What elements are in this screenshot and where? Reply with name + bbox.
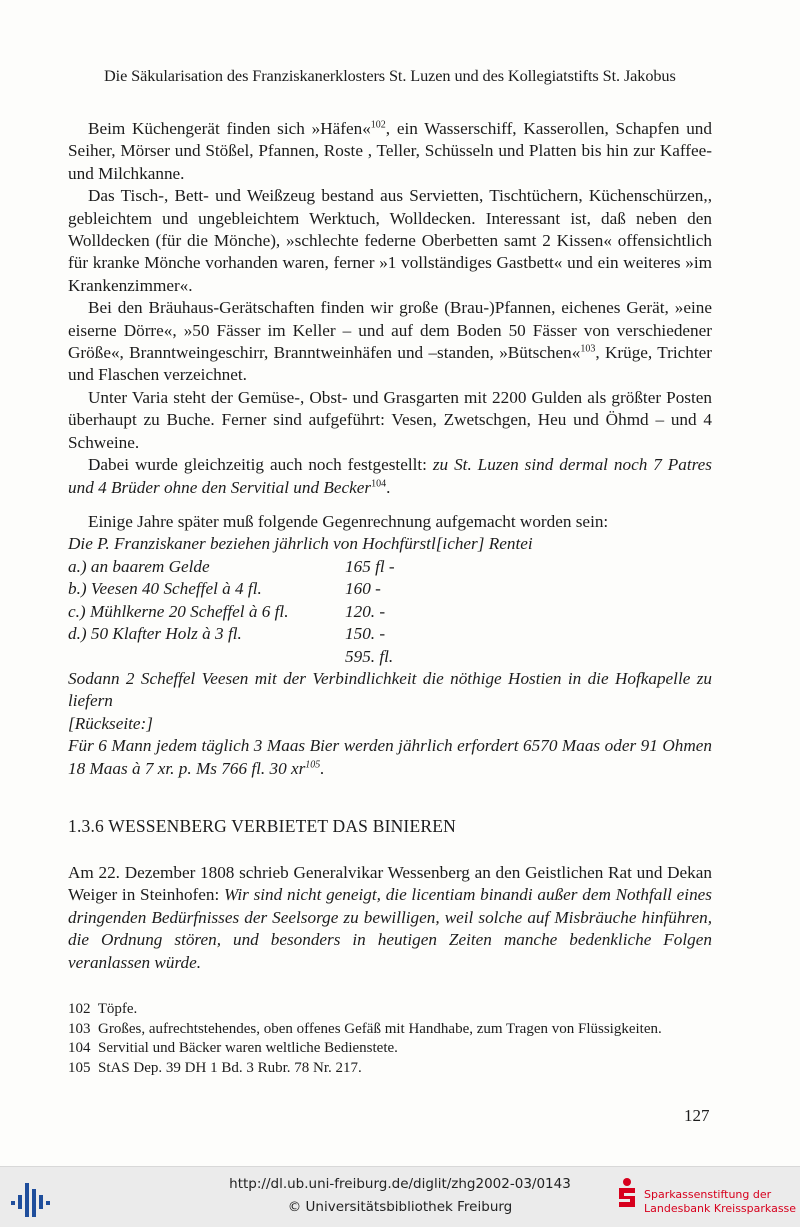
paragraph-wessenberg: Am 22. Dezember 1808 schrieb Generalvikar Wessenberg an den Geistlichen Rat und Dekan Weiger in Steinhofen: Wir sind nicht geneigt, die licentiam binandi außer dem Nothfall eines dringenden Bedürfnisses der Seelsorge zu bewilligen, weil solche auf Misbräuche hinführen, die Ordnung stören, und besonders in heutigen Zeiten manche bedenkliche Folgen veranlassen würde.: [68, 863, 712, 972]
paragraph-franziskaner: Die P. Franziskaner beziehen jährlich von Hochfürstl[icher] Rentei: [68, 534, 533, 554]
ledger-label: a.) an baarem Gelde: [68, 557, 210, 576]
footnote-103: 103 Großes, aufrechtstehendes, oben offenes Gefäß mit Handhabe, zum Tragen von Flüssigkeiten.: [68, 1020, 662, 1037]
footer-url-link[interactable]: http://dl.ub.uni-freiburg.de/diglit/zhg2002-03/0143: [229, 1176, 571, 1192]
ledger-row: [68, 578, 712, 600]
footnote-ref-103[interactable]: 103: [580, 343, 596, 355]
page-number: 127: [684, 1106, 710, 1125]
ledger-row: [68, 601, 712, 623]
footer-copyright: © Universitätsbibliothek Freiburg: [287, 1199, 513, 1215]
ledger-amount: 160 -: [345, 579, 381, 599]
ledger-list: [68, 556, 712, 668]
running-head: Die Säkularisation des Franziskanerklosters St. Luzen und des Kollegiatstifts St. Jakobus: [104, 66, 676, 85]
ledger-total-row: [68, 646, 712, 668]
paragraph-weisszeug: Das Tisch-, Bett- und Weißzeug bestand aus Servietten, Tischtüchern, Küchenschürzen,, gebleichtem und ungebleichtem Werktuch, Wolldecken. Interessant ist, daß neben den Wolldecken (für die Mönche), »schlechte federne Oberbetten samt 2 Kissen« offensichtlich für kranke Mönche vorhanden waren, ferner »1 vollständiges Gastbett« und ein weiteres »im Krankenzimmer«.: [68, 186, 712, 295]
ledger-label: c.) Mühlkerne 20 Scheffel à 6 fl.: [68, 601, 289, 621]
footnote-104: 104 Servitial und Bäcker waren weltliche Bedienstete.: [68, 1040, 398, 1057]
paragraph-bier: Für 6 Mann jedem täglich 3 Maas Bier werden jährlich erfordert 6570 Maas oder 91 Ohmen 18 Maas à 7 xr. p. Ms 766 fl. 30 $xr^{105}$.: [68, 736, 712, 778]
gegenrechnung-intro: [68, 511, 712, 556]
footnote-ref-102[interactable]: 102: [370, 119, 386, 131]
ledger-row: [68, 623, 712, 645]
section-heading: 1.3.6 WESSENBERG VERBIETET DAS BINIEREN: [68, 816, 456, 836]
sponsor-text[interactable]: [644, 1188, 796, 1216]
sponsor-line-1: Sparkassenstiftung der: [644, 1188, 772, 1201]
footnote-ref-104[interactable]: 104: [371, 477, 387, 489]
ledger-total: 595. fl.: [345, 646, 394, 666]
after-ledger-text: [68, 668, 712, 780]
paragraph-kuechengeraet: Beim Küchengerät finden sich »Häfen«$^{102}$, ein Wasserschiff, Kasserollen, Schapfen und Seiher, Mörser und Stößel, Pfannen, Roste , Teller, Schüsseln und Platten bis hin zur Kaffee- und Milchkanne.: [68, 119, 712, 183]
footnote-ref-105[interactable]: 105: [305, 758, 321, 770]
sponsor-line-2: Landesbank Kreissparkasse: [644, 1202, 797, 1215]
footer-bar: [0, 1166, 800, 1227]
ledger-row: [68, 556, 712, 578]
paragraph-braeuhaus: Bei den Bräuhaus-Gerätschaften finden wir große (Brau-)Pfannen, eichenes Gerät, »eine eiserne Dörre«, »50 Fässer im Keller – und auf dem Boden 50 Fässer von verschiedener Größe«, Branntweingeschirr, Branntweinhäfen und –standen, »Bütschen«$^{103}$, Krüge, Trichter und Flaschen verzeichnet.: [68, 298, 712, 385]
paragraph-gegenrechnung: Einige Jahre später muß folgende Gegenrechnung aufgemacht worden sein:: [88, 512, 609, 531]
body-text: [68, 118, 712, 499]
footnote-102: 102 Töpfe.: [68, 1001, 138, 1017]
paragraph-varia: Unter Varia steht der Gemüse-, Obst- und Grasgarten mit 2200 Gulden als größter Posten überhaupt zu Buche. Ferner sind aufgeführt: Vesen, Zwetschgen, Heu und Öhmd – und 4 Schweine.: [68, 387, 712, 452]
paragraph-rueckseite: [Rückseite:]: [68, 713, 153, 733]
paragraph-festgestellt: Dabei wurde gleichzeitig auch noch festgestellt: zu St. Luzen sind dermal noch 7 Patres und 4 Brüder ohne den Servitial und Becker$^{104}$.: [68, 455, 712, 497]
ledger-label: b.) Veesen 40 Scheffel à 4 fl.: [68, 579, 262, 599]
footnote-105: 105 StAS Dep. 39 DH 1 Bd. 3 Rubr. 78 Nr. 217.: [68, 1059, 362, 1076]
paragraph-hostien: Sodann 2 Scheffel Veesen mit der Verbindlichkeit die nöthige Hostien in die Hofkapelle zu liefern: [68, 669, 712, 711]
footnotes: [68, 1000, 712, 1078]
section-body: [68, 862, 712, 974]
ledger-amount: 150. -: [345, 624, 386, 644]
ledger-amount: 120. -: [345, 601, 386, 621]
sparkasse-logo-icon[interactable]: [616, 1177, 638, 1211]
ledger-amount: 165 fl -: [345, 557, 395, 576]
ledger-label: d.) 50 Klafter Holz à 3 fl.: [68, 624, 242, 644]
